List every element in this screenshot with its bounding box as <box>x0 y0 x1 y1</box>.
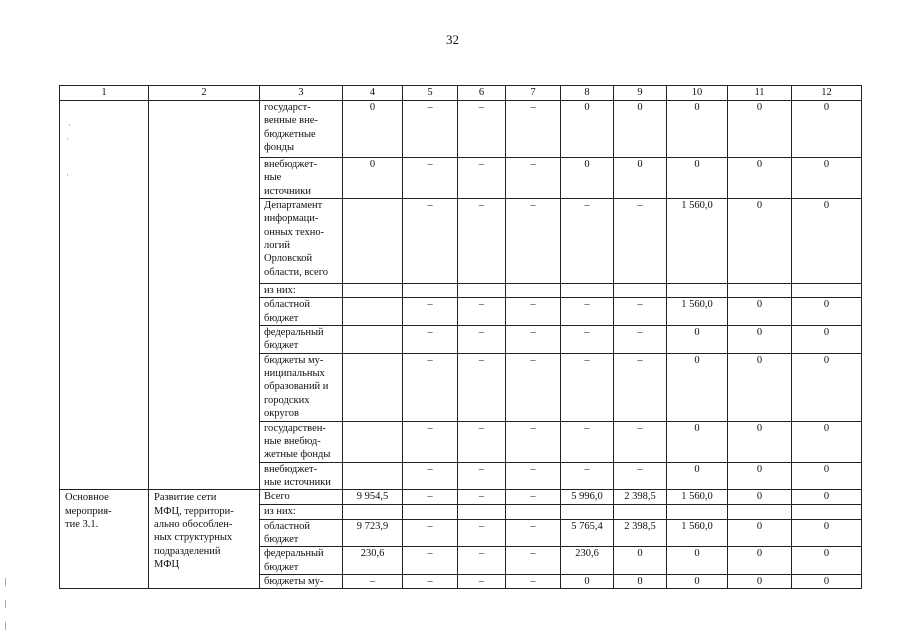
table-cell: – <box>506 101 561 158</box>
table-cell: 0 <box>728 462 792 490</box>
funding-source: федеральный бюджет <box>260 547 343 575</box>
table-cell <box>403 283 458 297</box>
table-cell: – <box>403 353 458 421</box>
table-cell: 0 <box>667 574 728 588</box>
table-cell: – <box>403 101 458 158</box>
column-header: 12 <box>792 86 862 101</box>
table-cell <box>60 101 149 490</box>
table-cell: 5 996,0 <box>561 490 614 505</box>
table-cell <box>403 505 458 519</box>
table-cell: – <box>506 325 561 353</box>
table-cell: 2 398,5 <box>614 490 667 505</box>
table-cell <box>149 101 260 490</box>
table-cell: – <box>561 298 614 326</box>
table-cell: 0 <box>561 574 614 588</box>
table-cell: 0 <box>792 421 862 462</box>
table-cell: 0 <box>792 547 862 575</box>
table-cell: 0 <box>792 101 862 158</box>
margin-mark: · <box>66 170 69 180</box>
table-cell: – <box>561 421 614 462</box>
table-cell: – <box>506 198 561 283</box>
table-cell <box>506 283 561 297</box>
table-cell: – <box>506 421 561 462</box>
table-cell: – <box>403 490 458 505</box>
funding-source: Всего <box>260 490 343 505</box>
table-cell: – <box>458 198 506 283</box>
budget-table <box>59 85 862 589</box>
table-cell: – <box>506 462 561 490</box>
table-cell <box>343 283 403 297</box>
scan-edge-mark <box>5 578 6 586</box>
table-cell: – <box>506 353 561 421</box>
table-cell: 9 723,9 <box>343 519 403 547</box>
table-cell: 1 560,0 <box>667 519 728 547</box>
measure-number: Основное мероприя- тие 3.1. <box>60 490 149 589</box>
table-cell: 0 <box>728 198 792 283</box>
table-cell: 2 398,5 <box>614 519 667 547</box>
table-cell: 0 <box>667 325 728 353</box>
table-cell <box>458 505 506 519</box>
table-cell: – <box>403 462 458 490</box>
table-cell: – <box>614 353 667 421</box>
table-cell: – <box>403 298 458 326</box>
table-cell: 0 <box>343 101 403 158</box>
table-cell <box>792 505 862 519</box>
column-header: 3 <box>260 86 343 101</box>
table-cell: 0 <box>667 421 728 462</box>
funding-source: внебюджет- ные источники <box>260 158 343 199</box>
table-cell <box>343 198 403 283</box>
table-cell: 230,6 <box>343 547 403 575</box>
table-cell: 0 <box>728 325 792 353</box>
table-cell: – <box>403 158 458 199</box>
table-cell: 0 <box>728 519 792 547</box>
table-cell: – <box>614 198 667 283</box>
column-header: 9 <box>614 86 667 101</box>
funding-source: из них: <box>260 505 343 519</box>
table-cell <box>667 505 728 519</box>
column-header: 7 <box>506 86 561 101</box>
table-cell <box>561 505 614 519</box>
table-cell: 0 <box>561 158 614 199</box>
table-cell: 230,6 <box>561 547 614 575</box>
table-cell: – <box>403 547 458 575</box>
column-header: 11 <box>728 86 792 101</box>
table-cell <box>614 505 667 519</box>
table-cell <box>667 283 728 297</box>
margin-mark: · <box>66 134 69 144</box>
table-cell: 0 <box>667 353 728 421</box>
table-cell <box>561 283 614 297</box>
table-cell: 0 <box>728 298 792 326</box>
table-cell: – <box>458 421 506 462</box>
column-header: 4 <box>343 86 403 101</box>
table-cell: – <box>614 462 667 490</box>
table-cell: 0 <box>667 101 728 158</box>
table-cell <box>728 283 792 297</box>
table-cell: – <box>458 490 506 505</box>
scan-edge-mark <box>5 600 6 608</box>
table-cell: – <box>506 547 561 575</box>
funding-source: внебюджет- ные источники <box>260 462 343 490</box>
table-cell: 0 <box>614 547 667 575</box>
measure-title: Развитие сети МФЦ, территори- ально обособлен- ных структурных подразделений МФЦ <box>149 490 260 589</box>
funding-source: бюджеты му- ниципальных образований и городских округов <box>260 353 343 421</box>
table-row <box>60 490 862 505</box>
table-cell <box>343 325 403 353</box>
table-cell: 1 560,0 <box>667 490 728 505</box>
table-cell: – <box>614 298 667 326</box>
table-cell: – <box>506 298 561 326</box>
table-cell: – <box>403 574 458 588</box>
table-cell <box>728 505 792 519</box>
table-cell: 0 <box>728 574 792 588</box>
column-header: 10 <box>667 86 728 101</box>
table-cell <box>506 505 561 519</box>
table-cell: 9 954,5 <box>343 490 403 505</box>
table-cell: – <box>458 353 506 421</box>
table-cell <box>458 283 506 297</box>
table-cell <box>343 353 403 421</box>
table-cell <box>343 421 403 462</box>
table-cell: – <box>561 325 614 353</box>
table-cell: – <box>506 519 561 547</box>
table-cell: – <box>458 158 506 199</box>
table-cell: – <box>561 353 614 421</box>
column-header: 1 <box>60 86 149 101</box>
table-cell: – <box>458 298 506 326</box>
table-cell: – <box>614 421 667 462</box>
table-cell: – <box>561 198 614 283</box>
table-cell: 0 <box>561 101 614 158</box>
table-cell <box>792 283 862 297</box>
funding-source: из них: <box>260 283 343 297</box>
table-cell: – <box>343 574 403 588</box>
table-cell: 0 <box>614 101 667 158</box>
table-cell: 0 <box>343 158 403 199</box>
column-header: 2 <box>149 86 260 101</box>
table-cell: 0 <box>728 353 792 421</box>
table-cell <box>343 298 403 326</box>
table-cell: – <box>458 519 506 547</box>
table-cell: 1 560,0 <box>667 298 728 326</box>
table-cell: 0 <box>792 325 862 353</box>
table-body <box>60 86 862 589</box>
table-cell: 0 <box>728 547 792 575</box>
header-row <box>60 86 862 101</box>
table-cell: – <box>403 198 458 283</box>
table-cell: 0 <box>614 574 667 588</box>
column-header: 5 <box>403 86 458 101</box>
table-cell: – <box>458 325 506 353</box>
table-cell: 0 <box>667 462 728 490</box>
table-cell: – <box>403 325 458 353</box>
table-cell: 0 <box>792 574 862 588</box>
table-cell: – <box>458 462 506 490</box>
table-cell: 0 <box>728 158 792 199</box>
table-cell: 0 <box>792 198 862 283</box>
table-cell: 0 <box>792 490 862 505</box>
funding-source: бюджеты му- <box>260 574 343 588</box>
table-cell: 0 <box>792 353 862 421</box>
table-cell: – <box>614 325 667 353</box>
table-cell: 5 765,4 <box>561 519 614 547</box>
table-cell <box>343 462 403 490</box>
table-cell: – <box>506 574 561 588</box>
funding-source: государствен- ные внебюд- жетные фонды <box>260 421 343 462</box>
column-header: 6 <box>458 86 506 101</box>
table-cell: 0 <box>667 547 728 575</box>
scan-edge-mark <box>5 622 6 630</box>
table-cell: – <box>458 574 506 588</box>
table-cell: 0 <box>728 490 792 505</box>
table-cell: 0 <box>728 101 792 158</box>
table-cell: – <box>506 490 561 505</box>
table-cell: – <box>458 101 506 158</box>
table-cell <box>343 505 403 519</box>
table-cell: 0 <box>614 158 667 199</box>
table-cell: 0 <box>792 158 862 199</box>
margin-mark: · <box>68 120 71 130</box>
table-cell: – <box>458 547 506 575</box>
funding-source: государст- венные вне- бюджетные фонды <box>260 101 343 158</box>
funding-source: федеральный бюджет <box>260 325 343 353</box>
table-cell <box>614 283 667 297</box>
column-header: 8 <box>561 86 614 101</box>
table-cell: 0 <box>728 421 792 462</box>
table-cell: 0 <box>792 462 862 490</box>
table-cell: 0 <box>792 519 862 547</box>
table-cell: – <box>403 519 458 547</box>
table-cell: 0 <box>792 298 862 326</box>
table-cell: – <box>561 462 614 490</box>
table-cell: – <box>403 421 458 462</box>
funding-source: областной бюджет <box>260 298 343 326</box>
page-number: 32 <box>446 32 459 47</box>
funding-source: Департамент информаци- онных техно- логий Орловской области, всего <box>260 198 343 283</box>
table-cell: – <box>506 158 561 199</box>
funding-source: областной бюджет <box>260 519 343 547</box>
table-cell: 1 560,0 <box>667 198 728 283</box>
table-row <box>60 101 862 158</box>
table-cell: 0 <box>667 158 728 199</box>
